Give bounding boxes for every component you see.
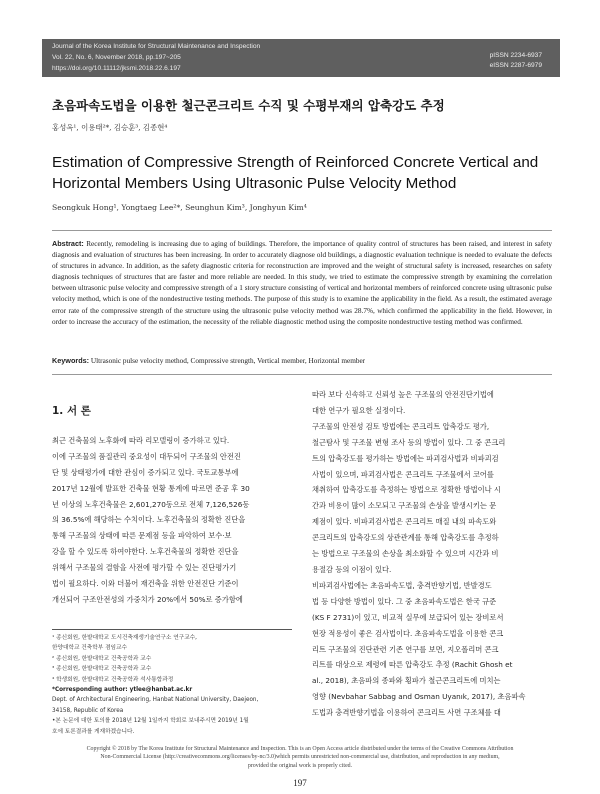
abstract-text: Recently, remodeling is increasing due to aging of buildings. Therefore, the importance of quality control of structures has been raised, and interest in safety diagnosis and evaluation of structures has been increasing. In order to accurately diagnose old buildings, a diagnostic evaluation technique is needed to evaluate the defects of structures in advance. In addition, as the safety diagnostic criteria for reconstruction are improved and the weight of structural safety is increased, researches on safety diagnosis techniques of structures that are faster and more reliable are needed. In this study, we tried to estimate the compressive strength by examining the correlation between ultrasonic pulse velocity and compressive strength of a 1 story structure consisting of vertical and horizontal members of reinforced concrete using ultrasonic pulse velocity method, which is one of the nondestructive testing methods. The purpose of this study is to examine the applicability in the field. As a result, the estimated average error rate of the compressive strength of the structure using the ultrasonic pulse velocity method was 28.7%, which confirmed the applicability in the field. However, in order to increase the accuracy of the estimation, the necessity of the reliable diagnostic method using the composite nondestructive testing method was confirmed. (52, 240, 553, 326)
body-text-line: 도법과 충격반향기법을 이용하여 콘크리트 사면 구조체를 대 (312, 708, 501, 718)
title-english (52, 152, 552, 194)
footnote-line: 34158, Republic of Korea (52, 707, 124, 714)
body-text-line: 제점이 있다. 비파괴검사법은 콘크리트 매질 내의 파속도와 (312, 517, 497, 527)
copyright-line: Copyright © 2018 by The Korea Institute for Structural Maintenance and Inspection. This is an Open Access article distributed under the terms of the Creative Commons Attribution (86, 746, 514, 752)
title-english-line-2: Horizontal Members Using Ultrasonic Pulse Velocity Method (52, 175, 457, 192)
body-text-line: 리트 구조물의 진단관련 기존 연구를 보면, 지오폴리머 콘크 (312, 644, 499, 654)
body-text-line: 2017년 12월에 발표한 건축물 현황 통계에 따르면 준공 후 30 (52, 483, 250, 493)
body-text-line: 년 이상의 노후건축물은 2,601,270동으로 전체 7,126,526동 (52, 499, 250, 509)
divider-top (52, 230, 552, 231)
body-text-line: 현장 적용성이 좋은 검사법이다. 초음파속도법을 이용한 콘크 (312, 628, 504, 638)
body-text-line: 용절감 등의 이점이 있다. (312, 564, 392, 574)
abstract (52, 238, 552, 328)
body-text-line: 의 36.5%에 해당하는 수치이다. 노후건축물의 정확한 진단을 (52, 515, 246, 525)
divider-bottom (52, 374, 552, 375)
body-text-line: 대한 연구가 필요한 실정이다. (312, 405, 406, 415)
body-text-line: 철근탐사 및 구조물 변형 조사 등의 방법이 있다. 그 중 콘크리 (312, 437, 506, 447)
body-text-line: 채취하여 압축강도를 측정하는 방법으로 정확한 방법이나 시 (312, 485, 501, 495)
author-footnotes (52, 629, 292, 737)
body-text-line: 트의 압축강도를 평가하는 방법에는 파괴검사법과 비파괴검 (312, 453, 499, 463)
body-text-line: 따라 보다 신속하고 신뢰성 높은 구조물의 안전진단기법에 (312, 390, 494, 399)
body-text-line: 비파괴검사법에는 초음파속도법, 충격반향기법, 반발경도 (312, 580, 492, 590)
pissn: pISSN 2234-6937 (489, 52, 542, 59)
abstract-label: Abstract: (52, 239, 84, 248)
copyright-line: Non-Commercial License (http://creativecommons.org/licenses/by-nc/3.0)which permits unrestricted non-commercial use, distribution, and reproduction in any medium, (100, 754, 500, 761)
footnote-line: *Corresponding author: ytlee@hanbat.ac.kr (52, 687, 193, 694)
body-text-line: 최근 건축물의 노후화에 따라 리모델링이 증가하고 있다. (52, 435, 230, 445)
right-column-text (312, 387, 552, 721)
copyright-notice (30, 745, 570, 770)
eissn: eISSN 2287-6979 (489, 62, 542, 69)
body-text-line: al., 2018), 초음파의 종파와 횡파가 철근콘크리트에 미치는 (312, 676, 501, 686)
body-text-line: 법 등 다양한 방법이 있다. 그 중 초음파속도법은 한국 규준 (312, 596, 497, 606)
body-text-line: 위해서 구조물의 결함을 사전에 평가할 수 있는 진단평가기 (52, 563, 237, 573)
body-column-left (52, 381, 292, 608)
footnote-line: ³ 종신회원, 한밭대학교 건축공학과 교수 (52, 666, 152, 673)
body-text-line: 는 방법으로 구조물의 손상을 최소화할 수 있으며 시간과 비 (312, 549, 499, 559)
footnote-line: ² 종신회원, 한밭대학교 건축공학과 교수 (52, 655, 152, 662)
body-text-line: 영향 (Nevbahar Sabbag and Osman Uyanık, 2017), 초음파속 (312, 692, 526, 702)
body-text-line: 구조물의 안전성 검토 방법에는 콘크리트 압축강도 평가, (312, 421, 490, 431)
body-text-line: 단 및 상태평가에 대한 관심이 증가되고 있다. 국토교통부에 (52, 467, 239, 477)
body-text-line: (KS F 2731)이 있고, 비교적 실무에 보급되어 있는 장비로서 (312, 612, 504, 622)
keywords-label: Keywords: (52, 356, 90, 365)
footnote-line: •본 논문에 대한 토의를 2018년 12월 1일까지 학회로 보내주시면 2019년 1월 (52, 718, 249, 725)
footnote-line: ⁴ 학생회원, 한밭대학교 건축공학과 석사통합과정 (52, 676, 174, 683)
body-text-line: 이에 구조물의 품질관리 중요성이 대두되어 구조물의 안전진 (52, 451, 241, 461)
footnote-line: 한양대학교 건축학부 겸임교수 (52, 645, 128, 652)
journal-name: Journal of the Korea Institute for Structural Maintenance and Inspection (52, 43, 261, 50)
body-text-line: 리트를 대상으로 제령에 따른 압축강도 추정 (Rachit Ghosh et (312, 660, 513, 670)
body-text-line: 법이 필요하다. 이와 더불어 재건축을 위한 안전진단 기준이 (52, 579, 239, 589)
body-text-line: 통해 구조물의 상태에 따른 문제점 등을 파악하여 보수·보 (52, 531, 232, 541)
journal-volume: Vol. 22, No. 6, November 2018, pp.197~205 (52, 54, 181, 61)
journal-header-bar (42, 39, 560, 77)
body-text-line: 강을 할 수 있도록 하여야한다. 노후건축물의 정확한 진단을 (52, 547, 239, 557)
left-column-text (52, 433, 292, 608)
footnote-line: Dept. of Architectural Engineering, Hanbat National University, Daejeon, (52, 697, 259, 704)
title-english-line-1: Estimation of Compressive Strength of Reinforced Concrete Vertical and (52, 154, 539, 171)
copyright-line: provided the original work is properly cited. (247, 762, 353, 769)
body-text-line: 간과 비용이 많이 소모되고 구조물의 손상을 발생시키는 문 (312, 501, 497, 511)
footnote-line: 호에 토론결과를 게재하겠습니다. (52, 728, 135, 735)
journal-doi[interactable]: https://doi.org/10.11112/jksmi.2018.22.6.197 (52, 65, 181, 72)
authors-english: Seongkuk Hong¹, Yongtaeg Lee²*, Seunghun Kim³, Jonghyun Kim⁴ (52, 203, 307, 212)
title-korean: 초음파속도법을 이용한 철근콘크리트 수직 및 수평부재의 압축강도 추정 (52, 98, 445, 113)
footnote-line: ¹ 종신회원, 한밭대학교 도시건축재생기술연구소 연구교수, (52, 635, 197, 641)
body-text-line: 콘크리트의 압축강도의 상관관계를 통해 압축강도를 추정하 (312, 533, 499, 543)
page-number: 197 (293, 778, 307, 788)
authors-korean: 홍성옥¹, 이용태²*, 김승훈³, 김종현⁴ (52, 123, 168, 132)
body-text-line: 개선되어 구조안전성의 가중치가 20%에서 50%로 증가함에 (52, 594, 243, 604)
issn-block (490, 51, 542, 71)
keywords (52, 356, 552, 365)
section-heading-introduction: 1. 서 론 (52, 405, 91, 417)
body-column-right (312, 387, 552, 721)
body-text-line: 사법이 있으며, 파괴검사법은 콘크리트 구조물에서 코어를 (312, 469, 494, 479)
keywords-text: Ultrasonic pulse velocity method, Compressive strength, Vertical member, Horizontal member (90, 357, 366, 365)
